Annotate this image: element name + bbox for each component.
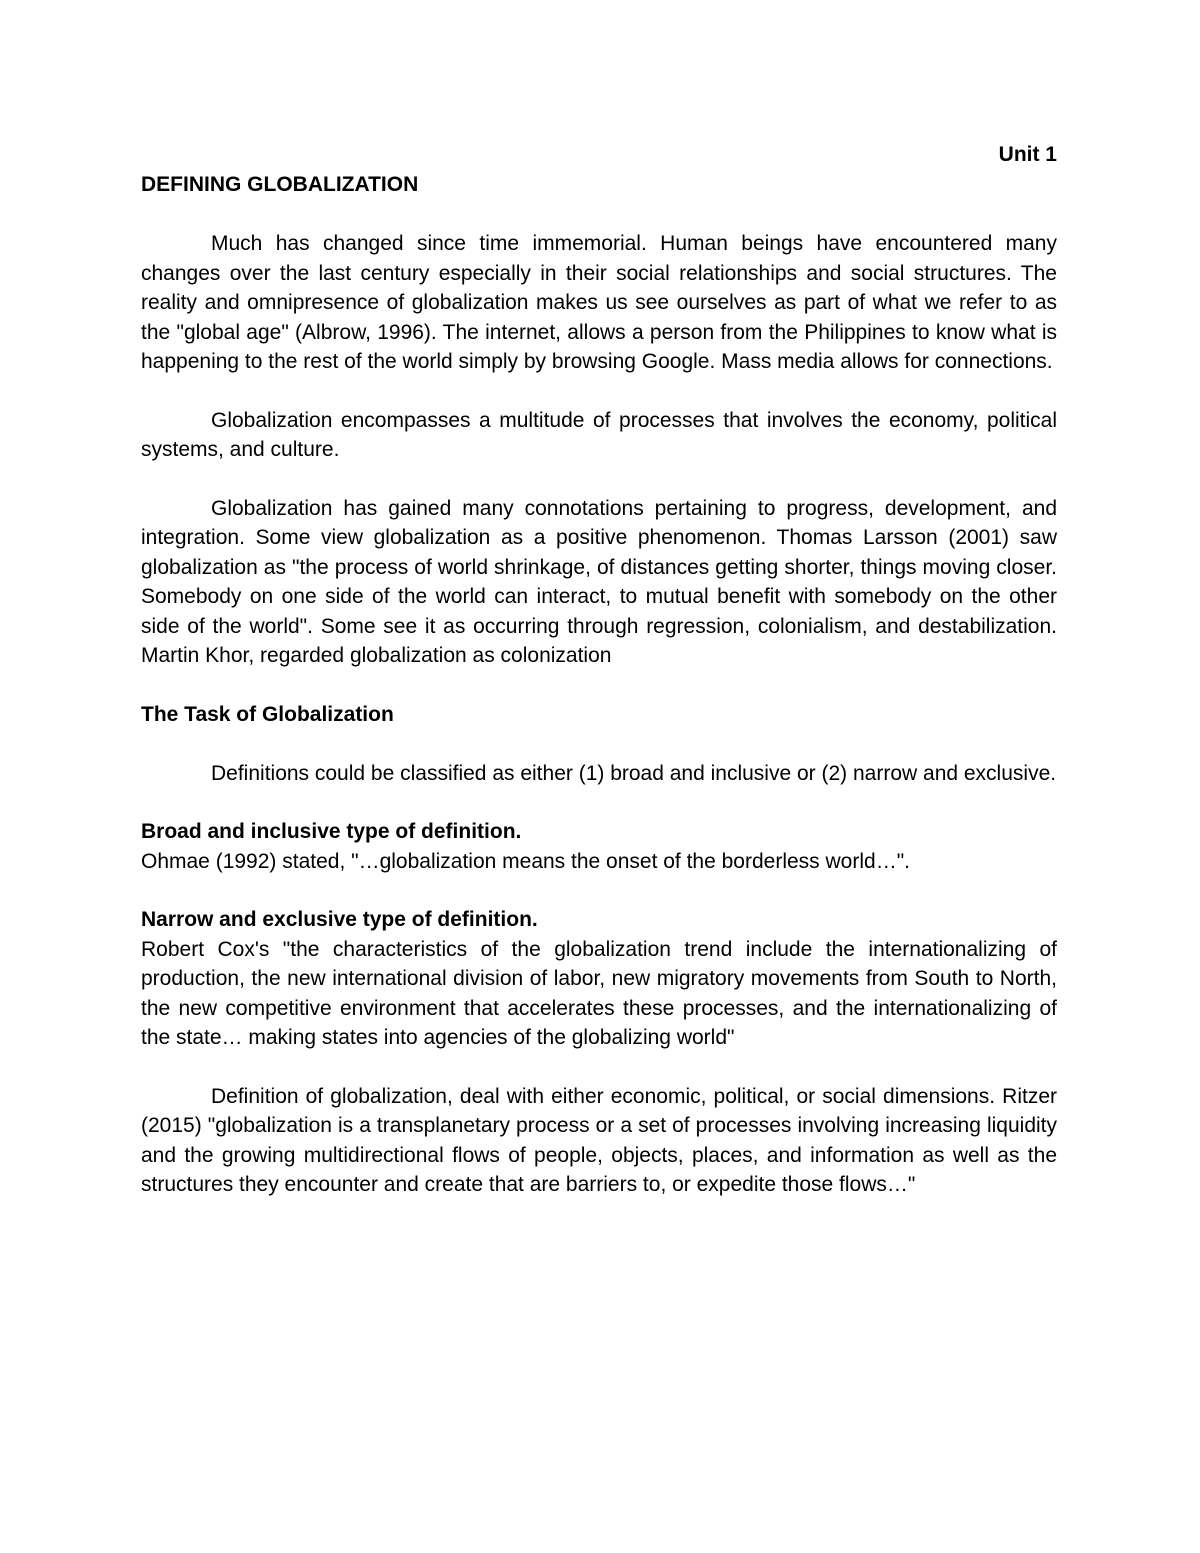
section-heading-task: The Task of Globalization xyxy=(141,702,394,726)
unit-label: Unit 1 xyxy=(998,143,1057,166)
paragraph-definitions-intro: Definitions could be classified as either (1) broad and inclusive or (2) narrow and exclusive. xyxy=(211,761,1057,785)
paragraph-intro: Much has changed since time immemorial. Human beings have encountered many changes over the last century especially in their social relationships and social structures. The reality and omnipresence of globalization makes us see ourselves as part of what we refer to as the "global age" (Albrow, 1996). The internet, allows a person from the Philippines to know what is happening to the rest of the world simply by browsing Google. Mass media allows for connections. xyxy=(141,232,1057,373)
paragraph-narrow: Robert Cox's "the characteristics of the globalization trend include the internationalizing of production, the new international division of labor, new migratory movements from South to North, the new competitive environment that accelerates these processes, and the internationalizing of the state… making states into agencies of the globalizing world" xyxy=(141,937,1057,1049)
subheading-broad: Broad and inclusive type of definition. xyxy=(141,820,522,843)
paragraph-closing: Definition of globalization, deal with either economic, political, or social dimensions. Ritzer (2015) "globalization is a transplanetary process or a set of processes involving increasing liquidity and the growing multidirectional flows of people, objects, places, and information as well as the structures they encounter and create that are barriers to, or expedite those flows…" xyxy=(141,1084,1057,1196)
paragraph-broad: Ohmae (1992) stated, "…globalization means the onset of the borderless world…". xyxy=(141,849,910,873)
paragraph-processes: Globalization encompasses a multitude of processes that involves the economy, political systems, and culture. xyxy=(141,408,1057,461)
document-page xyxy=(141,140,1057,1229)
subheading-narrow: Narrow and exclusive type of definition. xyxy=(141,908,538,931)
page-title: DEFINING GLOBALIZATION xyxy=(141,173,419,196)
paragraph-connotations: Globalization has gained many connotations pertaining to progress, development, and integration. Some view globalization as a positive phenomenon. Thomas Larsson (2001) saw globalization as "the process of world shrinkage, of distances getting shorter, things moving closer. Somebody on one side of the world can interact, to mutual benefit with somebody on the other side of the world". Some see it as occurring through regression, colonialism, and destabilization. Martin Khor, regarded globalization as colonization xyxy=(141,496,1057,667)
